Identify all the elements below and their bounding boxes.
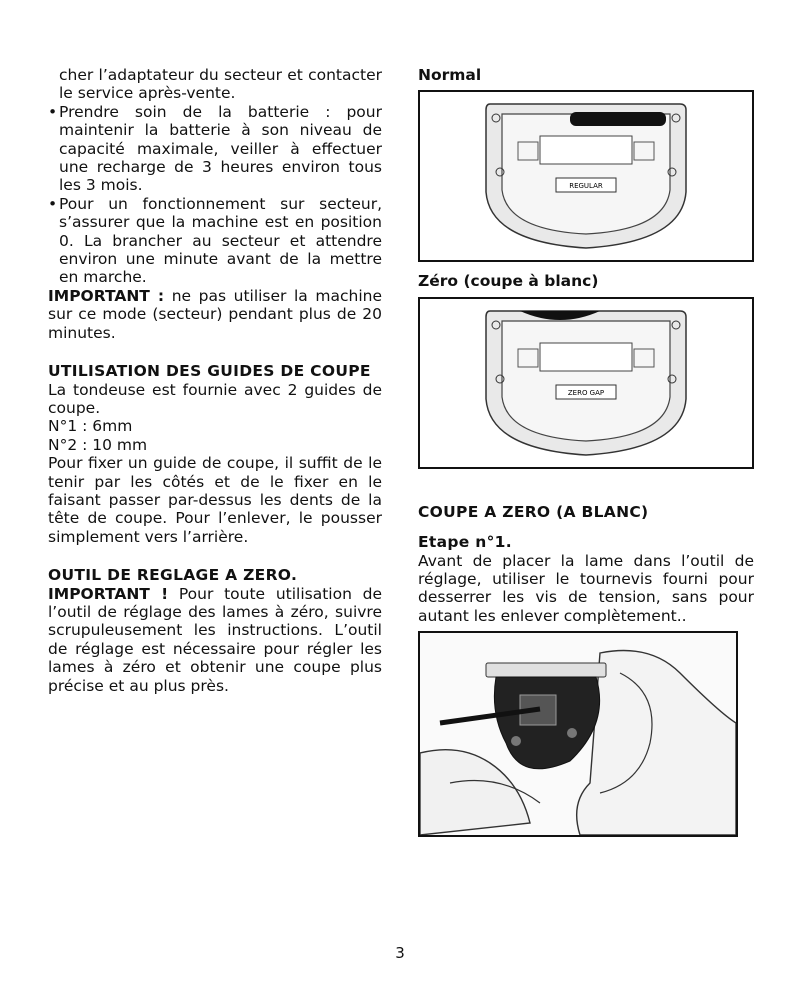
figure-normal [418, 90, 754, 262]
caption-normal: Normal [418, 66, 482, 84]
heading-guides: UTILISATION DES GUIDES DE COUPE [48, 362, 371, 381]
important-label: IMPORTANT : [48, 286, 165, 305]
figure-zero [418, 297, 754, 469]
caption-zero: Zéro (coupe à blanc) [418, 272, 599, 291]
bullet-mains: • Pour un fonctionnement sur secteur, s’assurer que la machine est en position 0. La brancher au secteur et attendre environ une minute avant de la mettre en marche. [48, 195, 382, 287]
tool-illustration-regular [420, 92, 752, 260]
paragraph-guides-intro: La tondeuse est fournie avec 2 guides de coupe. [48, 380, 382, 417]
guide-1: N°1 : 6mm [48, 417, 133, 436]
tool-label-regular: REGULAR [569, 182, 603, 191]
page-number: 3 [395, 944, 405, 962]
bullet-battery: • Prendre soin de la batterie : pour maintenir la batterie à son niveau de capacité maximale, veiller à effectuer une recharge de 3 heures environ tous les 3 mois. [48, 103, 382, 195]
left-column [48, 66, 382, 695]
important-text-2: Pour toute utilisation de l’outil de réglage des lames à zéro, suivre scrupuleusement les instructions. L’outil de réglage est nécessaire pour régler les lames à zéro et obtenir une coupe plus précise et au plus près. [48, 584, 383, 695]
right-column [418, 66, 754, 837]
tool-label-zero: ZERO GAP [567, 388, 605, 397]
hand-illustration [420, 633, 736, 835]
paragraph-adapter: cher l’adaptateur du secteur et contacter le service après-vente. [59, 66, 382, 103]
important-text: ne pas utiliser la machine sur ce mode (secteur) pendant plus de 20 minutes. [48, 286, 382, 342]
paragraph-important-outil [48, 585, 382, 695]
tool-illustration-zero [420, 299, 752, 467]
important-label-2: IMPORTANT ! [48, 584, 169, 603]
heading-outil: OUTIL DE REGLAGE A ZERO. [48, 566, 298, 585]
guide-2: N°2 : 10 mm [48, 435, 148, 454]
paragraph-guides-fix: Pour fixer un guide de coupe, il suffit de le tenir par les côtés et de le fixer en le faisant passer par-dessus les dents de la tête de coupe. Pour l’enlever, le pousser simplement vers l’arrière. [48, 454, 382, 546]
paragraph-step-1: Avant de placer la lame dans l’outil de réglage, utiliser le tournevis fourni pour desserrer les vis de tension, sans pour autant les enlever complètement.. [418, 551, 754, 625]
step-label: Etape n°1. [418, 533, 512, 552]
paragraph-important-mains [48, 287, 382, 342]
figure-hand-screwdriver [418, 631, 738, 837]
heading-coupe-zero: COUPE A ZERO (A BLANC) [418, 502, 649, 521]
